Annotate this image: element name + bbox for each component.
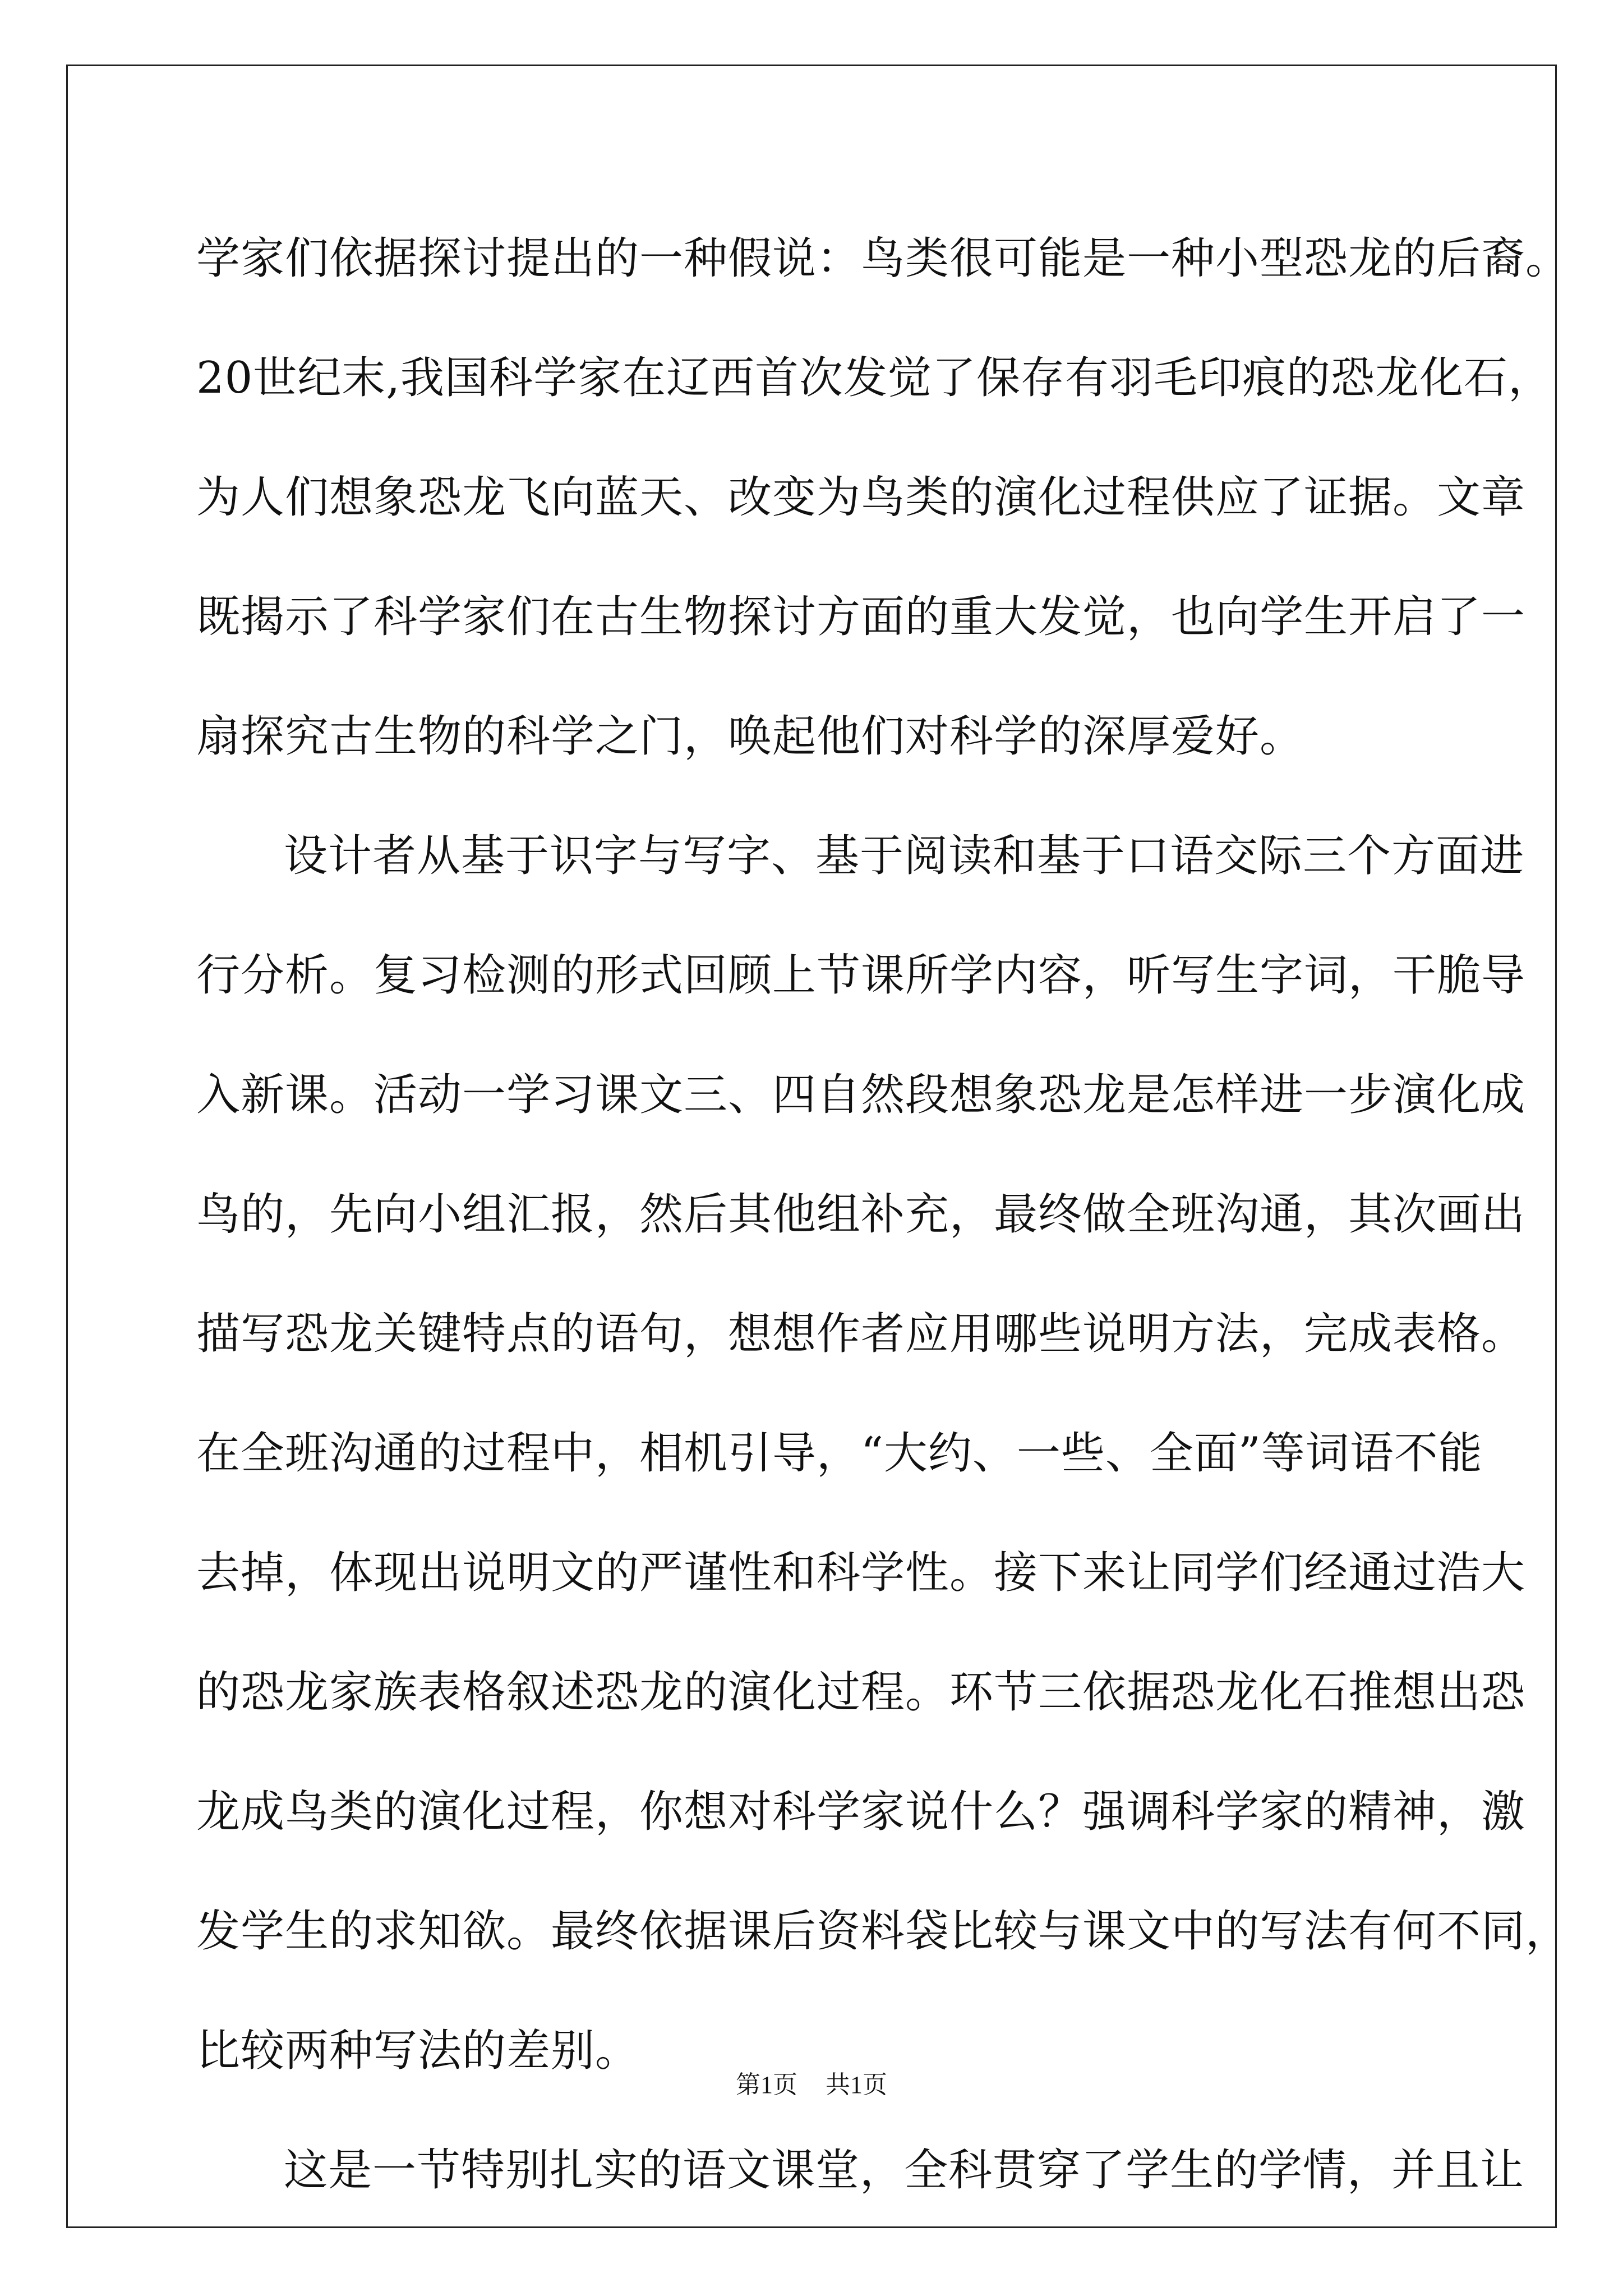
text-line: 入新课。活动一学习课文三、四自然段想象恐龙是怎样进一步演化成 [196, 1070, 1526, 1120]
text-line: 20世纪末,我国科学家在辽西首次发觉了保存有羽毛印痕的恐龙化石， [196, 353, 1553, 403]
text-line: 为人们想象恐龙飞向蓝天、改变为鸟类的演化过程供应了证据。文章 [196, 472, 1526, 523]
document-body [196, 199, 1570, 2230]
paragraph-start-line: 这是一节特别扎实的语文课堂，全科贯穿了学生的学情，并且让 [284, 2145, 1525, 2196]
text-line: 发学生的求知欲。最终依据课后资料袋比较与课文中的写法有何不同， [196, 1906, 1570, 1957]
page-footer [0, 2064, 1623, 2100]
text-line: 的恐龙家族表格叙述恐龙的演化过程。环节三依据恐龙化石推想出恐 [196, 1667, 1526, 1718]
text-line: 比较两种写法的差别。 [196, 2026, 640, 2076]
paragraph-start-line: 设计者从基于识字与写字、基于阅读和基于口语交际三个方面进 [284, 831, 1525, 881]
text-line: 学家们依据探讨提出的一种假说：鸟类很可能是一种小型恐龙的后裔。 [196, 233, 1570, 284]
text-line: 去掉，体现出说明文的严谨性和科学性。接下来让同学们经通过浩大 [196, 1548, 1526, 1598]
page-total: 共1页 [826, 2071, 887, 2099]
text-line: 行分析。复习检测的形式回顾上节课所学内容，听写生字词，干脆导 [196, 950, 1526, 1001]
page-number: 第1页 [736, 2071, 797, 2099]
text-line: 描写恐龙关键特点的语句，想想作者应用哪些说明方法，完成表格。 [196, 1309, 1526, 1359]
text-line: 龙成鸟类的演化过程，你想对科学家说什么？强调科学家的精神，激 [196, 1787, 1526, 1837]
text-line: 扇探究古生物的科学之门，唤起他们对科学的深厚爱好。 [196, 711, 1304, 762]
text-line: 鸟的，先向小组汇报，然后其他组补充，最终做全班沟通，其次画出 [196, 1189, 1526, 1240]
text-line: 在全班沟通的过程中，相机引导，“大约、一些、全面”等词语不能 [196, 1428, 1483, 1479]
text-line: 既揭示了科学家们在古生物探讨方面的重大发觉，也向学生开启了一 [196, 592, 1526, 642]
